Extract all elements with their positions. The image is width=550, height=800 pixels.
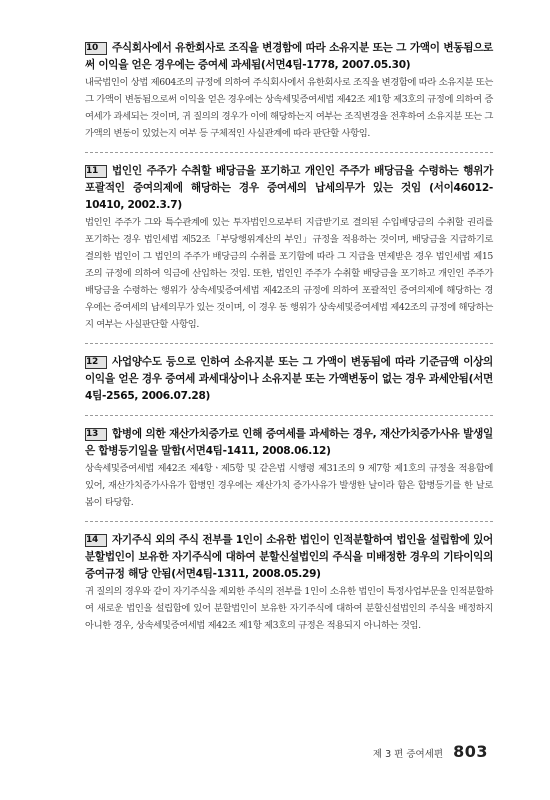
page-footer [373,742,488,761]
section-heading-text: 주식회사에서 유한회사로 조직을 변경함에 따라 소유지분 또는 그 가액이 변동됨으로써 이익을 얻은 경우에는 증여세 과세됨(서면4팀-1778, 2007.05.30) [85,42,493,71]
section-body: 상속세및증여세법 제42조 제4항ㆍ제5항 및 같은법 시행령 제31조의 9 제7항 제1호의 규정을 적용함에 있어, 재산가치증가사유가 합병인 경우에는 재산가치 증가사유가 발생한 날이라 함은 합병등기를 한 날로 봄이 타당함. [85,463,493,508]
ruling-section-10 [85,40,493,153]
ruling-section-13 [85,426,493,522]
document-page [85,40,493,654]
ruling-section-11 [85,163,493,344]
section-heading [85,163,493,214]
ruling-section-12 [85,354,493,416]
section-body: 법인인 주주가 그와 특수관계에 있는 투자법인으로부터 지급받기로 결의된 수입배당금의 수취할 권리를 포기하는 경우 법인세법 제52조「부당행위계산의 부인」규정을 적용하는 것이며, 배당금을 지급하기로 결의한 법인이 그 법인의 주주가 배당금의 수취를 포기함에 따라 그 지급을 면제받은 경우 법인세법 제15조의 규정에 의하여 익금에 산입하는 것임. 또한, 법인인 주주가 수취할 배당금을 포기하고 개인인 주주가 배당금을 수령하는 행위가 상속세및증여세법 제42조의 규정에 의하여 포괄적인 증여의제에 해당하는 경우에는 증여세의 납세의무가 있는 것이며, 이 경우 동 행위가 상속세및증여세법 제42조의 규정에 해당하는지 여부는 사실판단할 사항임. [85,217,493,330]
section-number-badge: 14 [85,534,107,547]
section-body: 귀 질의의 경우와 같이 자기주식을 제외한 주식의 전부를 1인이 소유한 법인이 특정사업부문을 인적분할하여 새로운 법인을 설립함에 있어 분할법인이 보유한 자기주식에 대하여 분할신설법인의 주식을 배정하지 아니한 경우, 상속세및증여세법 제42조 제1항 제3호의 규정은 적용되지 아니하는 것임. [85,586,493,631]
section-heading [85,40,493,74]
section-heading [85,354,493,405]
footer-page-number: 803 [453,742,488,761]
section-heading-text: 법인인 주주가 수취할 배당금을 포기하고 개인인 주주가 배당금을 수령하는 행위가 포괄적인 증여의제에 해당하는 경우 증여세의 납세의무가 있는 것임 (서이46012-10410, 2002.3.7) [85,165,493,211]
section-body: 내국법인이 상법 제604조의 규정에 의하여 주식회사에서 유한회사로 조직을 변경함에 따라 소유지분 또는 그 가액이 변동됨으로써 이익을 얻은 경우에는 상속세및증여세법 제42조 제1항 제3호의 규정에 의하여 증여세가 과세되는 것이며, 귀 질의의 경우가 이에 해당하는지 여부는 조직변경을 전후하여 소유지분 또는 그 가액의 변동이 있었는지 여부 등 구체적인 사실관계에 따라 판단할 사항임. [85,77,493,139]
section-number-badge: 10 [85,42,107,55]
section-heading [85,532,493,583]
footer-part-title: 제 3 편 증여세편 [372,749,444,760]
section-heading [85,426,493,460]
section-number-badge: 11 [85,165,107,178]
section-number-badge: 12 [85,356,107,369]
ruling-section-14 [85,532,493,644]
section-number-badge: 13 [85,428,107,441]
section-heading-text: 합병에 의한 재산가치증가로 인해 증여세를 과세하는 경우, 재산가치증가사유 발생일은 합병등기일을 말함(서면4팀-1411, 2008.06.12) [85,428,493,457]
section-heading-text: 자기주식 외의 주식 전부를 1인이 소유한 법인이 인적분할하여 법인을 설립함에 있어 분할법인이 보유한 자기주식에 대하여 분할신설법인의 주식을 미배정한 경우의 기타이익의 증여규정 해당 안됨(서면4팀-1311, 2008.05.29) [85,534,493,580]
section-heading-text: 사업양수도 등으로 인하여 소유지분 또는 그 가액이 변동됨에 따라 기준금액 이상의 이익을 얻은 경우 증여세 과세대상이나 소유지분 또는 가액변동이 없는 경우 과세안됨(서면4팀-2565, 2006.07.28) [85,356,493,402]
